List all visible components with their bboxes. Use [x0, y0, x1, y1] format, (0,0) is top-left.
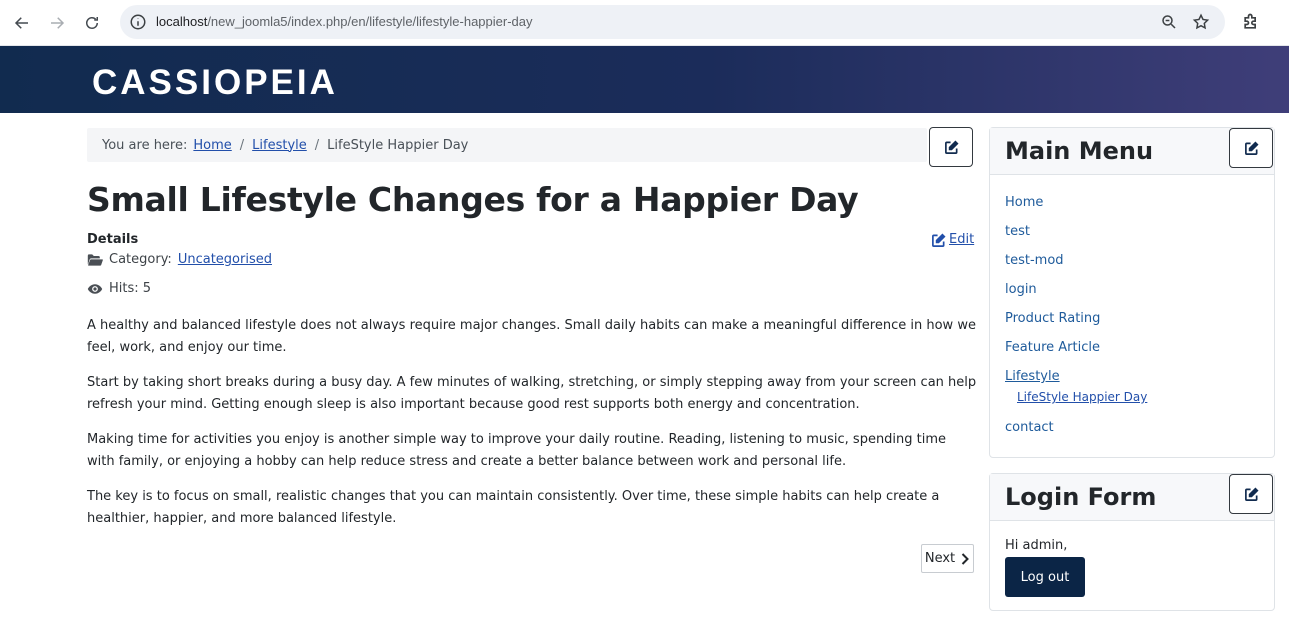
hits-label: Hits: 5	[109, 281, 152, 296]
menu-item-link[interactable]: test-mod	[1005, 253, 1064, 268]
info-icon[interactable]	[129, 13, 147, 31]
star-icon[interactable]	[1192, 13, 1210, 31]
breadcrumb-home[interactable]: Home	[193, 137, 232, 153]
main-menu-title: Main Menu	[1005, 137, 1154, 165]
article-title: Small Lifestyle Changes for a Happier Day	[87, 180, 859, 219]
edit-login-module-button[interactable]	[1229, 474, 1273, 514]
back-button[interactable]	[8, 9, 36, 37]
pencil-square-icon	[1244, 141, 1259, 156]
main-menu-module	[989, 127, 1275, 458]
menu-item-feature-article[interactable]	[1005, 339, 1147, 368]
edit-breadcrumb-module-button[interactable]	[929, 127, 973, 167]
details-label: Details	[87, 232, 139, 247]
site-header	[0, 46, 1289, 113]
category-label: Category:	[109, 252, 172, 267]
article-paragraph: A healthy and balanced lifestyle does not always require major changes. Small daily habits can make a meaningful difference in how we feel, work, and enjoy our time.	[87, 318, 976, 355]
pencil-square-icon	[931, 233, 946, 248]
menu-item-link[interactable]: login	[1005, 282, 1037, 297]
eye-icon	[87, 281, 103, 297]
address-bar[interactable]	[120, 5, 1225, 39]
menu-item-link[interactable]: test	[1005, 224, 1030, 239]
edit-article-link[interactable]	[931, 231, 974, 249]
breadcrumb-prefix: You are here:	[102, 137, 188, 153]
article-paragraph: The key is to focus on small, realistic changes that you can maintain consistently. Over time, these simple habits can help create a healthier, happier, and more balanced lifestyle.	[87, 489, 940, 526]
main-menu-list	[1005, 194, 1147, 448]
menu-subitem-lifestyle-happier-day[interactable]	[1005, 388, 1147, 419]
menu-item-product-rating[interactable]	[1005, 310, 1147, 339]
menu-item-link[interactable]: Product Rating	[1005, 311, 1101, 326]
article-paragraph: Making time for activities you enjoy is another simple way to improve your daily routine. Reading, listening to music, spending time with family, or enjoying a hobby can help reduce stress and create a better balance between work and personal life.	[87, 432, 947, 469]
pencil-square-icon	[944, 140, 959, 155]
breadcrumb-current: LifeStyle Happier Day	[327, 137, 469, 153]
category-link[interactable]: Uncategorised	[177, 252, 272, 267]
menu-item-login[interactable]	[1005, 281, 1147, 310]
chevron-right-icon	[960, 553, 970, 565]
reload-button[interactable]	[78, 9, 106, 37]
forward-button[interactable]	[43, 9, 71, 37]
menu-item-link[interactable]: Feature Article	[1005, 340, 1100, 355]
menu-item-test[interactable]	[1005, 223, 1147, 252]
menu-item-link[interactable]: Home	[1005, 195, 1044, 210]
next-article-button[interactable]	[921, 544, 974, 573]
logout-button[interactable]: Log out	[1005, 557, 1085, 597]
login-greeting: Hi admin,	[1005, 538, 1068, 553]
article-paragraph: Start by taking short breaks during a busy day. A few minutes of walking, stretching, or simply stepping away from your screen can help refresh your mind. Getting enough sleep is also important because good rest supports both energy and concentration.	[87, 375, 977, 412]
breadcrumb	[87, 128, 927, 162]
breadcrumb-separator: /	[239, 137, 245, 153]
article-body	[87, 315, 977, 543]
article-category	[87, 251, 272, 269]
menu-item-link[interactable]: LifeStyle Happier Day	[1017, 390, 1148, 404]
breadcrumb-lifestyle[interactable]: Lifestyle	[252, 137, 307, 153]
edit-article-label: Edit	[949, 232, 975, 247]
login-form-title: Login Form	[1005, 483, 1157, 511]
pencil-square-icon	[1244, 487, 1259, 502]
arrow-left-icon	[13, 14, 31, 32]
folder-open-icon	[87, 252, 103, 268]
arrow-right-icon	[48, 14, 66, 32]
zoom-icon[interactable]	[1160, 13, 1178, 31]
reload-icon	[83, 14, 101, 32]
next-label: Next	[924, 551, 956, 566]
menu-item-home[interactable]	[1005, 194, 1147, 223]
edit-main-menu-module-button[interactable]	[1229, 128, 1273, 168]
browser-toolbar	[0, 0, 1289, 46]
url-path: /new_joomla5/index.php/en/lifestyle/lifestyle-happier-day	[207, 14, 533, 29]
menu-item-contact[interactable]	[1005, 419, 1147, 448]
menu-item-link[interactable]: Lifestyle	[1005, 369, 1060, 384]
url-host: localhost	[156, 14, 208, 29]
url-text[interactable]	[156, 13, 533, 31]
article-hits	[87, 280, 151, 298]
menu-item-test-mod[interactable]	[1005, 252, 1147, 281]
puzzle-icon[interactable]	[1241, 12, 1261, 32]
breadcrumb-separator: /	[314, 137, 320, 153]
site-brand[interactable]: CASSIOPEIA	[92, 63, 338, 102]
menu-item-link[interactable]: contact	[1005, 420, 1054, 435]
